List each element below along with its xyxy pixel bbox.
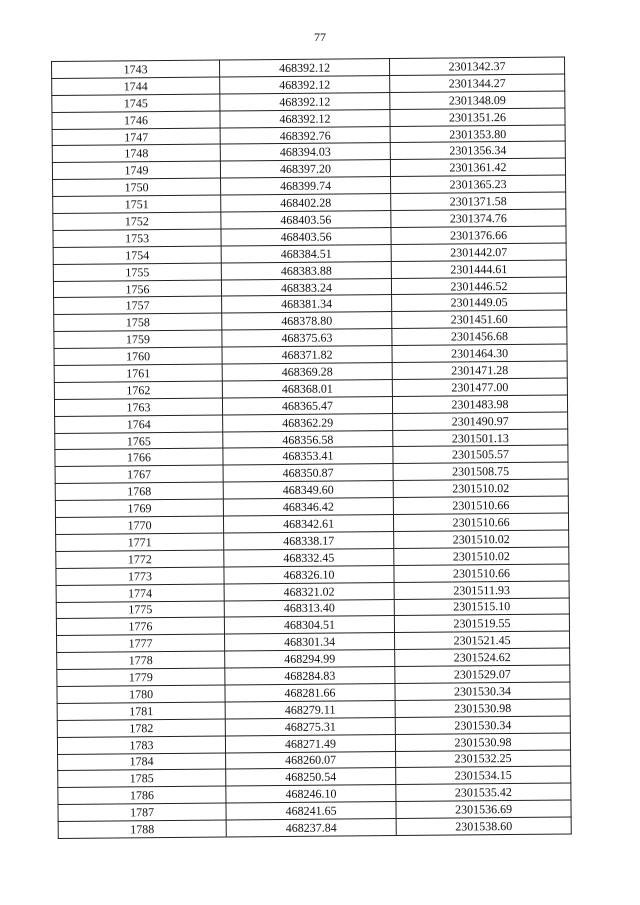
x-coordinate-cell: 468346.42 xyxy=(223,498,393,516)
point-number-cell: 1774 xyxy=(56,584,224,602)
x-coordinate-cell: 468399.74 xyxy=(221,177,391,195)
point-number-cell: 1746 xyxy=(52,111,220,129)
y-coordinate-cell: 2301538.60 xyxy=(396,817,571,835)
point-number-cell: 1755 xyxy=(53,263,221,281)
x-coordinate-cell: 468271.49 xyxy=(225,734,395,752)
coordinates-table-body xyxy=(52,57,572,838)
point-number-cell: 1750 xyxy=(53,178,221,196)
x-coordinate-cell: 468275.31 xyxy=(225,717,395,735)
point-number-cell: 1777 xyxy=(57,634,225,652)
x-coordinate-cell: 468304.51 xyxy=(224,616,394,634)
point-number-cell: 1771 xyxy=(56,533,224,551)
y-coordinate-cell: 2301449.05 xyxy=(392,293,567,311)
x-coordinate-cell: 468279.11 xyxy=(225,700,395,718)
x-coordinate-cell: 468365.47 xyxy=(222,396,392,414)
y-coordinate-cell: 2301374.76 xyxy=(391,209,566,227)
y-coordinate-cell: 2301530.34 xyxy=(395,682,570,700)
y-coordinate-cell: 2301510.66 xyxy=(394,564,569,582)
point-number-cell: 1749 xyxy=(52,161,220,179)
point-number-cell: 1775 xyxy=(56,601,224,619)
point-number-cell: 1744 xyxy=(52,77,220,95)
x-coordinate-cell: 468313.40 xyxy=(224,599,394,617)
point-number-cell: 1770 xyxy=(55,516,223,534)
point-number-cell: 1756 xyxy=(53,280,221,298)
y-coordinate-cell: 2301464.30 xyxy=(392,344,567,362)
x-coordinate-cell: 468250.54 xyxy=(226,768,396,786)
table-row xyxy=(58,817,571,838)
y-coordinate-cell: 2301483.98 xyxy=(392,395,567,413)
y-coordinate-cell: 2301353.80 xyxy=(390,125,565,143)
x-coordinate-cell: 468392.12 xyxy=(220,92,390,110)
y-coordinate-cell: 2301490.97 xyxy=(393,412,568,430)
y-coordinate-cell: 2301515.10 xyxy=(394,597,569,615)
point-number-cell: 1786 xyxy=(58,786,226,804)
y-coordinate-cell: 2301510.02 xyxy=(394,530,569,548)
point-number-cell: 1785 xyxy=(58,769,226,787)
y-coordinate-cell: 2301530.98 xyxy=(395,733,570,751)
point-number-cell: 1773 xyxy=(56,567,224,585)
y-coordinate-cell: 2301505.57 xyxy=(393,445,568,463)
y-coordinate-cell: 2301477.00 xyxy=(392,378,567,396)
y-coordinate-cell: 2301511.93 xyxy=(394,581,569,599)
x-coordinate-cell: 468403.56 xyxy=(221,227,391,245)
y-coordinate-cell: 2301376.66 xyxy=(391,226,566,244)
point-number-cell: 1778 xyxy=(57,651,225,669)
point-number-cell: 1783 xyxy=(57,736,225,754)
x-coordinate-cell: 468332.45 xyxy=(224,548,394,566)
y-coordinate-cell: 2301510.02 xyxy=(393,479,568,497)
y-coordinate-cell: 2301371.58 xyxy=(391,192,566,210)
y-coordinate-cell: 2301536.69 xyxy=(396,800,571,818)
point-number-cell: 1748 xyxy=(52,144,220,162)
x-coordinate-cell: 468392.12 xyxy=(219,59,389,77)
y-coordinate-cell: 2301530.98 xyxy=(395,699,570,717)
point-number-cell: 1757 xyxy=(54,296,222,314)
point-number-cell: 1743 xyxy=(52,60,220,78)
point-number-cell: 1745 xyxy=(52,94,220,112)
x-coordinate-cell: 468378.80 xyxy=(222,312,392,330)
point-number-cell: 1780 xyxy=(57,685,225,703)
x-coordinate-cell: 468381.34 xyxy=(222,295,392,313)
point-number-cell: 1763 xyxy=(54,398,222,416)
y-coordinate-cell: 2301519.55 xyxy=(394,614,569,632)
point-number-cell: 1788 xyxy=(58,820,226,838)
x-coordinate-cell: 468326.10 xyxy=(224,565,394,583)
point-number-cell: 1762 xyxy=(54,381,222,399)
y-coordinate-cell: 2301365.23 xyxy=(391,175,566,193)
y-coordinate-cell: 2301508.75 xyxy=(393,462,568,480)
y-coordinate-cell: 2301471.28 xyxy=(392,361,567,379)
x-coordinate-cell: 468384.51 xyxy=(221,244,391,262)
x-coordinate-cell: 468350.87 xyxy=(223,464,393,482)
x-coordinate-cell: 468397.20 xyxy=(220,160,390,178)
x-coordinate-cell: 468260.07 xyxy=(226,751,396,769)
y-coordinate-cell: 2301442.07 xyxy=(391,243,566,261)
y-coordinate-cell: 2301534.15 xyxy=(396,766,571,784)
y-coordinate-cell: 2301529.07 xyxy=(395,665,570,683)
y-coordinate-cell: 2301530.34 xyxy=(395,716,570,734)
x-coordinate-cell: 468353.41 xyxy=(223,447,393,465)
x-coordinate-cell: 468375.63 xyxy=(222,329,392,347)
y-coordinate-cell: 2301444.61 xyxy=(391,260,566,278)
x-coordinate-cell: 468338.17 xyxy=(224,531,394,549)
y-coordinate-cell: 2301361.42 xyxy=(390,158,565,176)
y-coordinate-cell: 2301344.27 xyxy=(390,74,565,92)
y-coordinate-cell: 2301510.02 xyxy=(394,547,569,565)
y-coordinate-cell: 2301510.66 xyxy=(393,496,568,514)
point-number-cell: 1781 xyxy=(57,702,225,720)
x-coordinate-cell: 468394.03 xyxy=(220,143,390,161)
point-number-cell: 1760 xyxy=(54,347,222,365)
y-coordinate-cell: 2301524.62 xyxy=(395,648,570,666)
x-coordinate-cell: 468392.12 xyxy=(220,109,390,127)
coordinates-table xyxy=(51,57,572,839)
point-number-cell: 1776 xyxy=(56,617,224,635)
x-coordinate-cell: 468246.10 xyxy=(226,785,396,803)
point-number-cell: 1754 xyxy=(53,246,221,264)
x-coordinate-cell: 468241.65 xyxy=(226,802,396,820)
y-coordinate-cell: 2301348.09 xyxy=(390,91,565,109)
x-coordinate-cell: 468371.82 xyxy=(222,346,392,364)
point-number-cell: 1769 xyxy=(55,499,223,517)
x-coordinate-cell: 468356.58 xyxy=(223,430,393,448)
y-coordinate-cell: 2301456.68 xyxy=(392,327,567,345)
x-coordinate-cell: 468392.12 xyxy=(220,75,390,93)
y-coordinate-cell: 2301532.25 xyxy=(396,750,571,768)
x-coordinate-cell: 468301.34 xyxy=(225,633,395,651)
y-coordinate-cell: 2301521.45 xyxy=(395,631,570,649)
y-coordinate-cell: 2301535.42 xyxy=(396,783,571,801)
x-coordinate-cell: 468383.24 xyxy=(221,278,391,296)
x-coordinate-cell: 468284.83 xyxy=(225,667,395,685)
point-number-cell: 1759 xyxy=(54,330,222,348)
x-coordinate-cell: 468403.56 xyxy=(221,211,391,229)
x-coordinate-cell: 468349.60 xyxy=(223,481,393,499)
x-coordinate-cell: 468321.02 xyxy=(224,582,394,600)
y-coordinate-cell: 2301501.13 xyxy=(393,429,568,447)
point-number-cell: 1768 xyxy=(55,482,223,500)
point-number-cell: 1751 xyxy=(53,195,221,213)
point-number-cell: 1782 xyxy=(57,719,225,737)
page-number: 77 xyxy=(314,30,326,44)
x-coordinate-cell: 468392.76 xyxy=(220,126,390,144)
x-coordinate-cell: 468342.61 xyxy=(223,515,393,533)
x-coordinate-cell: 468294.99 xyxy=(225,650,395,668)
point-number-cell: 1787 xyxy=(58,803,226,821)
y-coordinate-cell: 2301510.66 xyxy=(393,513,568,531)
x-coordinate-cell: 468402.28 xyxy=(221,194,391,212)
x-coordinate-cell: 468362.29 xyxy=(223,413,393,431)
x-coordinate-cell: 468369.28 xyxy=(222,363,392,381)
y-coordinate-cell: 2301342.37 xyxy=(389,57,564,75)
x-coordinate-cell: 468281.66 xyxy=(225,683,395,701)
point-number-cell: 1753 xyxy=(53,229,221,247)
point-number-cell: 1772 xyxy=(56,550,224,568)
y-coordinate-cell: 2301451.60 xyxy=(392,310,567,328)
x-coordinate-cell: 468237.84 xyxy=(226,819,396,837)
x-coordinate-cell: 468368.01 xyxy=(222,379,392,397)
y-coordinate-cell: 2301356.34 xyxy=(390,141,565,159)
point-number-cell: 1765 xyxy=(55,432,223,450)
y-coordinate-cell: 2301351.26 xyxy=(390,108,565,126)
point-number-cell: 1764 xyxy=(55,415,223,433)
point-number-cell: 1758 xyxy=(54,313,222,331)
x-coordinate-cell: 468383.88 xyxy=(221,261,391,279)
point-number-cell: 1779 xyxy=(57,668,225,686)
y-coordinate-cell: 2301446.52 xyxy=(391,277,566,295)
point-number-cell: 1784 xyxy=(58,753,226,771)
point-number-cell: 1767 xyxy=(55,465,223,483)
point-number-cell: 1761 xyxy=(54,364,222,382)
point-number-cell: 1747 xyxy=(52,128,220,146)
point-number-cell: 1752 xyxy=(53,212,221,230)
point-number-cell: 1766 xyxy=(55,448,223,466)
